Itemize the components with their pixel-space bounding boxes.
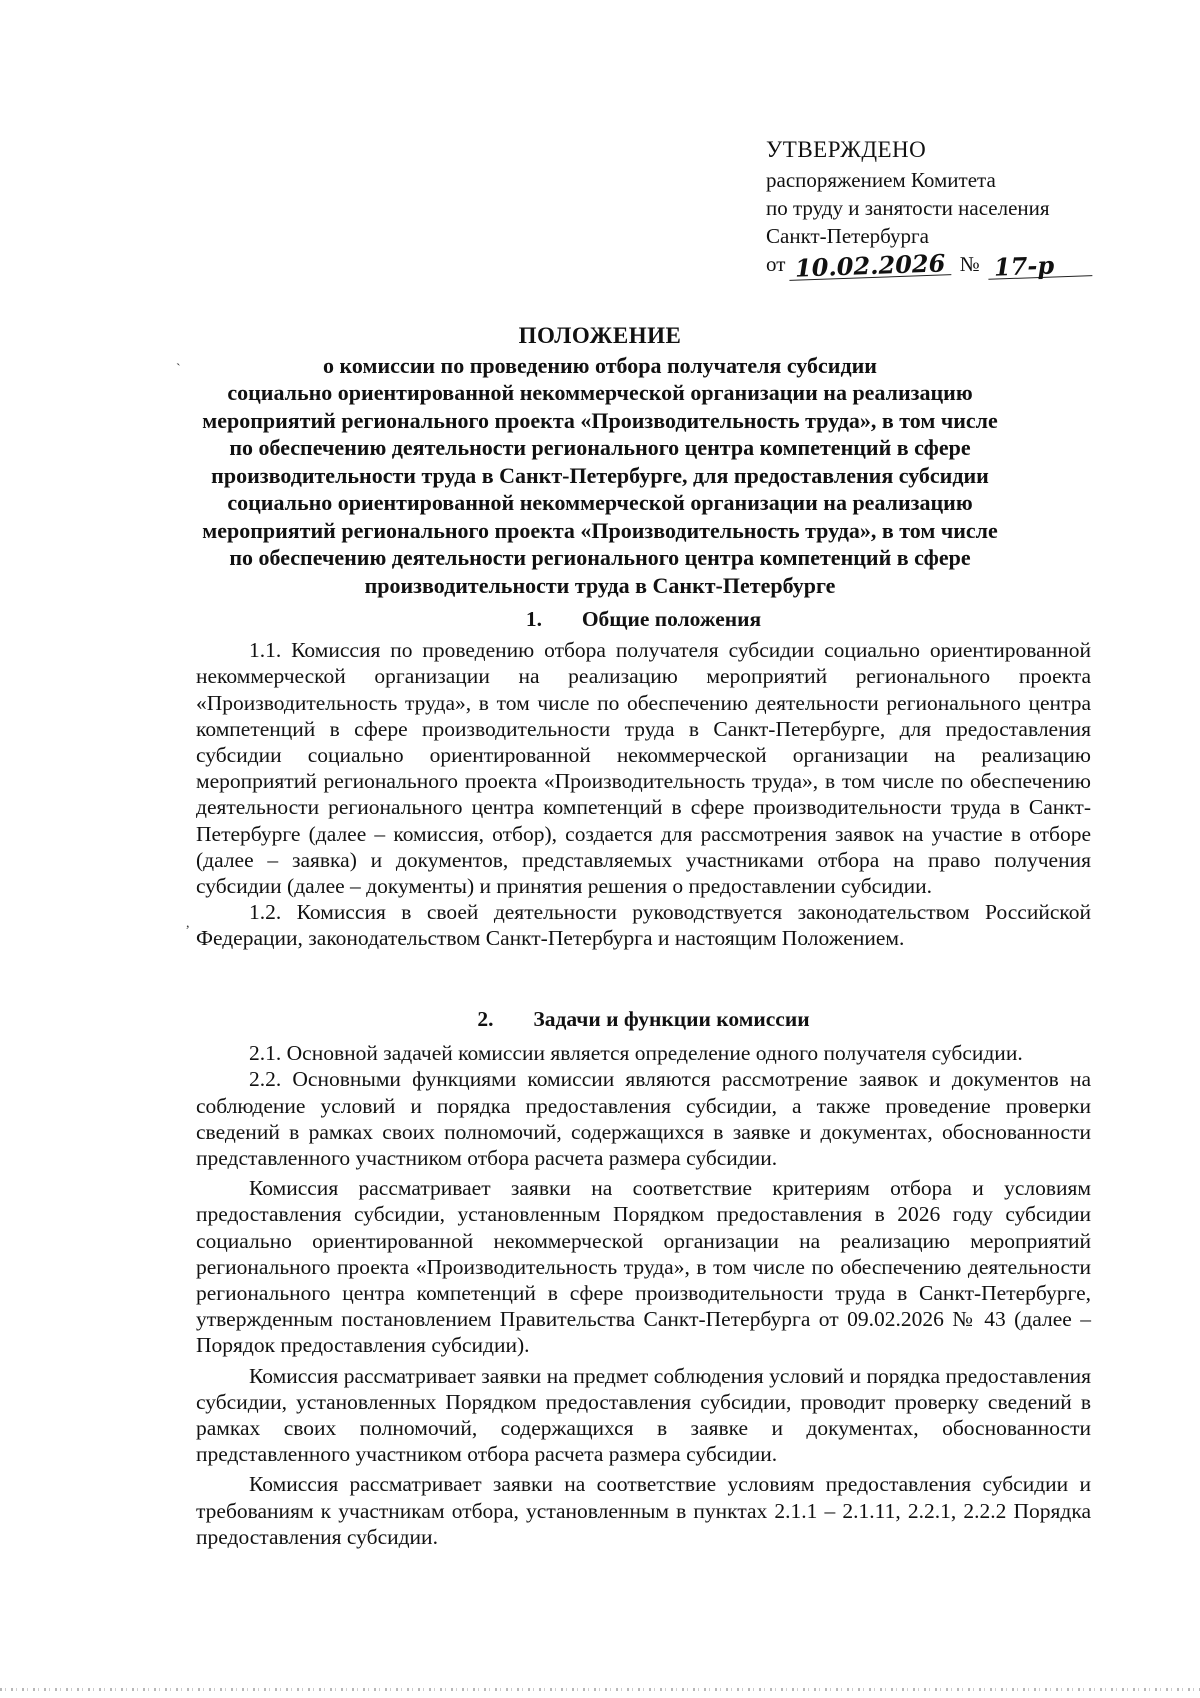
section-number: 2. bbox=[477, 1007, 494, 1031]
title-line: производительности труда в Санкт-Петербурге, для предоставления субсидии bbox=[211, 462, 989, 488]
title-line: производительности труда в Санкт-Петербурге bbox=[364, 572, 836, 598]
section-heading bbox=[196, 1006, 1091, 1032]
document-title: ПОЛОЖЕНИЕ bbox=[518, 323, 682, 348]
scan-mark: ` bbox=[176, 362, 181, 377]
title-line: мероприятий регионального проекта «Производительность труда», в том числе bbox=[202, 407, 998, 433]
section-heading bbox=[196, 606, 1091, 632]
number-sign: № bbox=[959, 252, 980, 276]
approval-date-number-line bbox=[766, 248, 1096, 283]
approval-block bbox=[766, 136, 1096, 283]
paragraph: 2.1. Основной задачей комиссии является определение одного получателя субсидии. bbox=[249, 1041, 1023, 1066]
handwritten-date: 10.02.2026 bbox=[789, 252, 952, 281]
section-2 bbox=[196, 1006, 1091, 1550]
paragraph: 2.2. Основными функциями комиссии являются рассмотрение заявок и документов на соблюдение условий и порядка предоставления субсидии, а также проведение проверки сведений в рамках своих полномочий, содержащихся в заявке и документах, обоснованности представленного участником отбора расчета размера субсидии. bbox=[196, 1067, 1091, 1171]
document-title-block bbox=[150, 322, 1050, 599]
title-line: о комиссии по проведению отбора получателя субсидии bbox=[323, 352, 877, 378]
section-title: Задачи и функции комиссии bbox=[533, 1007, 810, 1031]
section-1 bbox=[196, 606, 1091, 952]
paragraph: 1.2. Комиссия в своей деятельности руководствуется законодательством Российской Федерации, законодательством Санкт-Петербурга и настоящим Положением. bbox=[196, 900, 1091, 951]
approval-line-3: Санкт-Петербурга bbox=[766, 224, 929, 248]
date-prefix: от bbox=[766, 252, 786, 276]
approval-line-2: по труду и занятости населения bbox=[766, 196, 1050, 220]
paragraph: Комиссия рассматривает заявки на соответствие условиям предоставления субсидии и требованиям к участникам отбора, установленным в пунктах 2.1.1 – 2.1.11, 2.2.1, 2.2.2 Порядка предоставления субсидии. bbox=[196, 1472, 1091, 1549]
title-line: социально ориентированной некоммерческой организации на реализацию bbox=[227, 490, 973, 515]
handwritten-number: 17-р bbox=[987, 253, 1092, 280]
scan-edge-artifact bbox=[0, 1688, 1200, 1691]
approval-line-1: распоряжением Комитета bbox=[766, 168, 996, 192]
scan-mark: , bbox=[186, 916, 190, 931]
approval-title: УТВЕРЖДЕНО bbox=[766, 137, 927, 162]
section-title: Общие положения bbox=[581, 607, 762, 631]
paragraph: Комиссия рассматривает заявки на предмет соблюдения условий и порядка предоставления субсидии, установленных Порядком предоставления субсидии, проводит проверку сведений в рамках своих полномочий, содержащихся в заявке и документах, обоснованности представленного участником отбора расчета размера субсидии. bbox=[196, 1363, 1091, 1467]
paragraph: Комиссия рассматривает заявки на соответствие критериям отбора и условиям предоставления субсидии, установленным Порядком предоставления в 2026 году субсидии социально ориентированной некоммерческой организации на реализацию мероприятий регионального проекта «Производительность труда», в том числе по обеспечению деятельности регионального центра компетенций в сфере производительности труда в Санкт-Петербурге, утвержденным постановлением Правительства Санкт-Петербурга от 09.02.2026 № 43 (далее – Порядок предоставления субсидии). bbox=[196, 1176, 1091, 1358]
title-line: по обеспечению деятельности регионального центра компетенций в сфере bbox=[229, 545, 971, 570]
title-line: мероприятий регионального проекта «Производительность труда», в том числе bbox=[202, 517, 998, 543]
paragraph: 1.1. Комиссия по проведению отбора получателя субсидии социально ориентированной некоммерческой организации на реализацию мероприятий регионального проекта «Производительность труда», в том числе по обеспечению деятельности регионального центра компетенций в сфере производительности труда в Санкт-Петербурге, для предоставления субсидии социально ориентированной некоммерческой организации на реализацию мероприятий регионального проекта «Производительность труда», в том числе по обеспечению деятельности регионального центра компетенций в сфере производительности труда в Санкт-Петербурге (далее – комиссия, отбор), создается для рассмотрения заявок на участие в отборе (далее – заявка) и документов, представляемых участниками отбора на право получения субсидии (далее – документы) и принятия решения о предоставлении субсидии. bbox=[196, 638, 1091, 899]
section-number: 1. bbox=[525, 607, 542, 631]
title-line: социально ориентированной некоммерческой организации на реализацию bbox=[227, 380, 973, 405]
title-line: по обеспечению деятельности регионального центра компетенций в сфере bbox=[229, 435, 971, 460]
